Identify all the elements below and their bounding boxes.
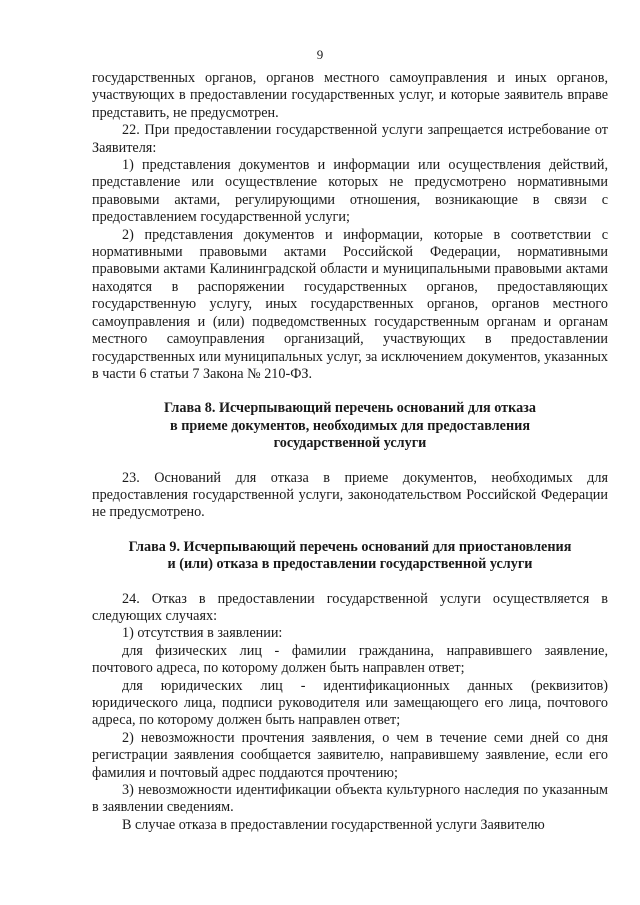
paragraph-24-item-1-legal-entities: для юридических лиц - идентификационных данных (реквизитов) юридического лица, подписи руководителя или замещающего его лица, почтового адреса, по которому должен быть направлен ответ; [92, 677, 608, 729]
paragraph-22-item-2: 2) представления документов и информации, которые в соответствии с нормативными правовыми актами Российской Федерации, нормативными правовыми актами Калининградской области и муниципальными правовыми актами находятся в распоряжении государственных органов, предоставляющих государственную услугу, иных государственных органов, органов местного самоуправления и (или) подведомственных государственным органам и органам местного самоуправления организаций, участвующих в предоставлении государственных или муниципальных услуг, за исключением документов, указанных в части 6 статьи 7 Закона № 210-ФЗ. [92, 226, 608, 382]
chapter-8-line-3: государственной услуги [273, 435, 427, 452]
paragraph-24-item-2: 2) невозможности прочтения заявления, о чем в течение семи дней со дня регистрации заявления сообщается заявителю, направившему заявление, если его фамилия и почтовый адрес поддаются прочтению; [92, 729, 608, 781]
paragraph-24-item-1-individuals: для физических лиц - фамилии гражданина, направившего заявление, почтового адреса, по которому должен быть направлен ответ; [92, 642, 608, 677]
paragraph-22: 22. При предоставлении государственной услуги запрещается истребование от Заявителя: [92, 122, 608, 156]
paragraph-refusal-case: В случае отказа в предоставлении государственной услуги Заявителю [122, 816, 545, 833]
paragraph-24-item-1: 1) отсутствия в заявлении: [122, 625, 283, 642]
chapter-9-line-1: Глава 9. Исчерпывающий перечень оснований для приостановления [128, 538, 572, 555]
document-body [92, 70, 608, 834]
chapter-9-heading [92, 539, 608, 574]
chapter-9-line-2: и (или) отказа в предоставлении государственной услуги [167, 556, 533, 573]
chapter-8-line-1: Глава 8. Исчерпывающий перечень оснований для отказа [164, 400, 536, 417]
page-number: 9 [316, 47, 324, 62]
paragraph-continuation: государственных органов, органов местного самоуправления и иных органов, участвующих в предоставлении государственных услуг, и которые заявитель вправе представить, не предусмотрен. [92, 70, 608, 121]
paragraph-24-item-3: 3) невозможности идентификации объекта культурного наследия по указанным в заявлении сведениям. [92, 782, 608, 816]
paragraph-22-item-1: 1) представления документов и информации или осуществления действий, представление или осуществление которых не предусмотрено нормативными правовыми актами, регулирующими отношения, возникающие в связи с предоставлением государственной услуги; [92, 157, 608, 226]
paragraph-24: 24. Отказ в предоставлении государственной услуги осуществляется в следующих случаях: [92, 590, 608, 624]
chapter-8-line-2: в приеме документов, необходимых для предоставления [170, 417, 530, 434]
chapter-8-heading [92, 400, 608, 452]
paragraph-23: 23. Оснований для отказа в приеме документов, необходимых для предоставления государственной услуги, законодательством Российской Федерации не предусмотрено. [92, 469, 608, 521]
